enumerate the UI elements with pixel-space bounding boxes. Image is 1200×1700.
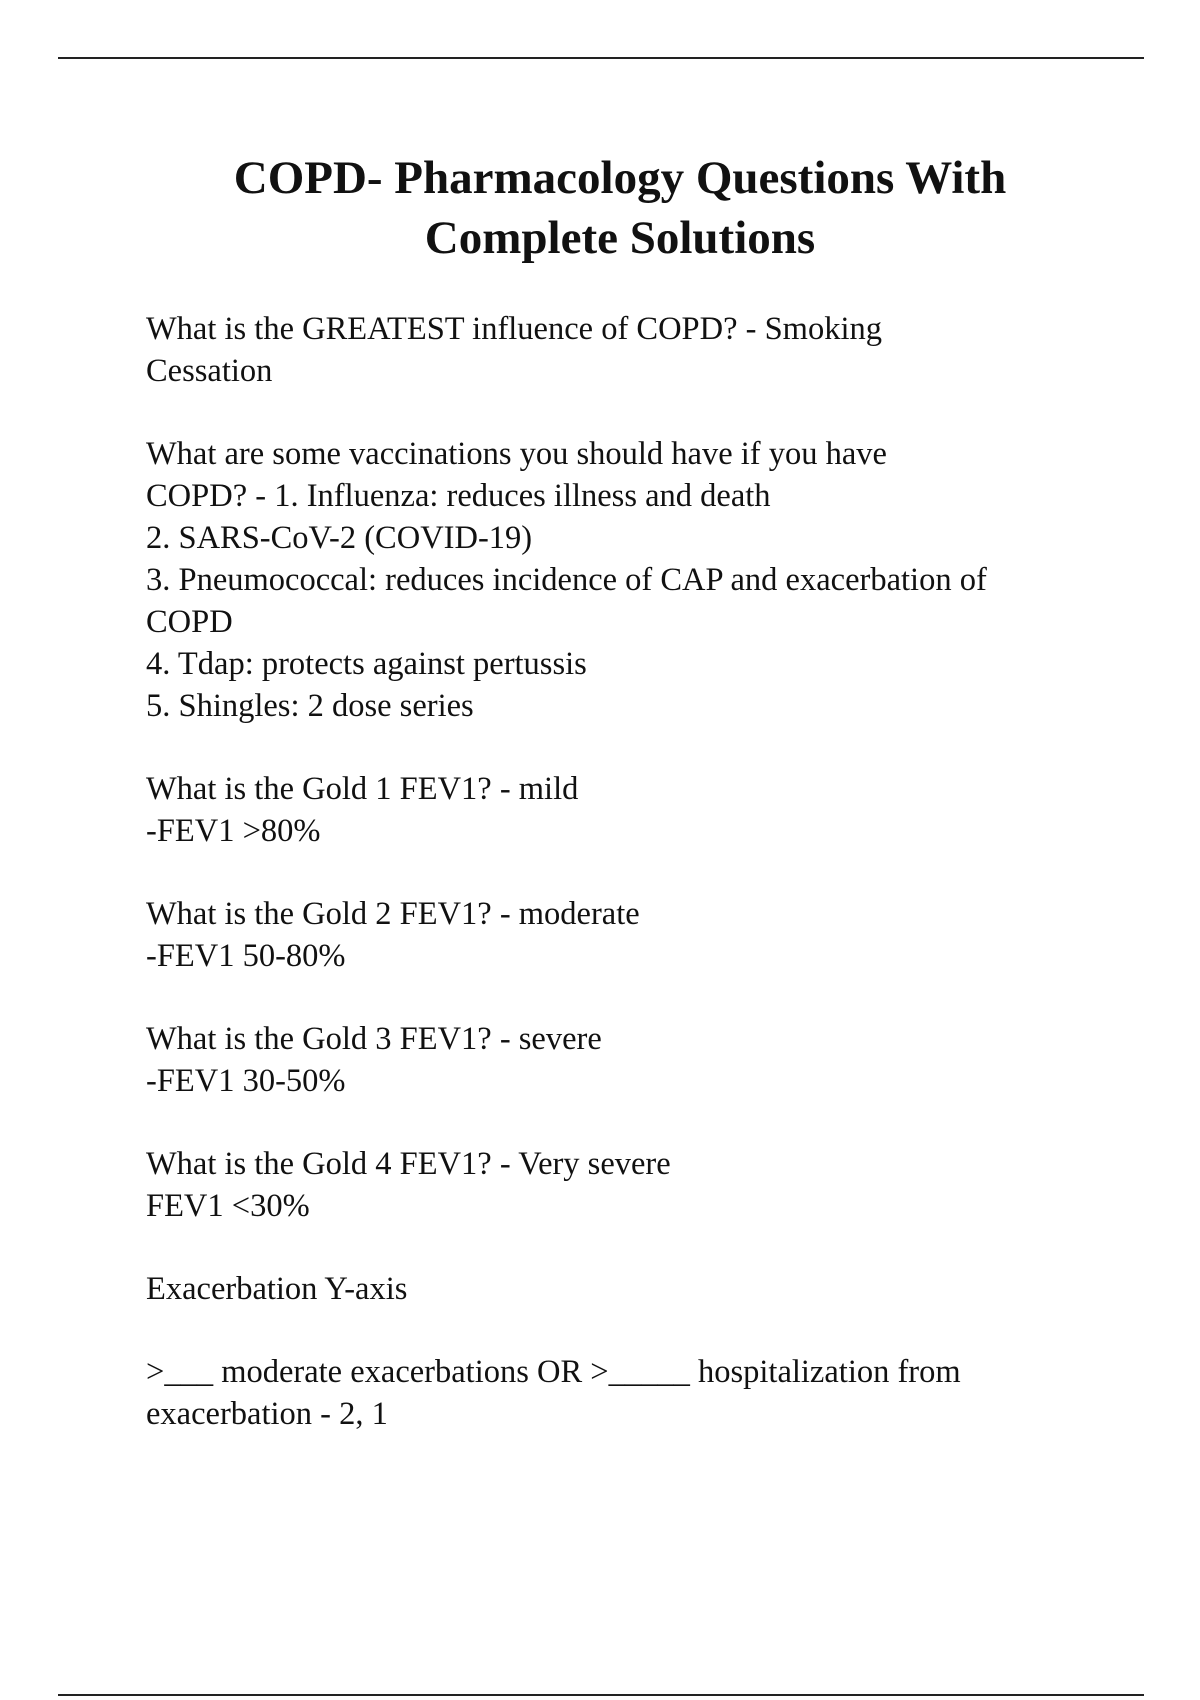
qa-list xyxy=(146,308,1106,1476)
qa-line: What is the GREATEST influence of COPD? - Smoking xyxy=(146,311,882,347)
page-title xyxy=(60,148,1180,268)
qa-item-gold-1 xyxy=(146,768,1106,852)
qa-line: What are some vaccinations you should have if you have xyxy=(146,436,887,472)
bottom-rule xyxy=(58,1694,1144,1696)
title-line-2: Complete Solutions xyxy=(424,212,816,264)
qa-line: -FEV1 50-80% xyxy=(146,938,346,974)
qa-line: What is the Gold 4 FEV1? - Very severe xyxy=(146,1146,671,1182)
qa-line: >___ moderate exacerbations OR >_____ hospitalization from xyxy=(146,1354,961,1390)
qa-item-greatest-influence xyxy=(146,308,1106,392)
qa-line: -FEV1 30-50% xyxy=(146,1063,346,1099)
qa-line: Exacerbation Y-axis xyxy=(146,1271,408,1307)
qa-item-exacerbation-axis xyxy=(146,1268,1106,1310)
qa-line: 3. Pneumococcal: reduces incidence of CAP and exacerbation of xyxy=(146,562,987,598)
qa-line: 5. Shingles: 2 dose series xyxy=(146,688,474,724)
top-rule xyxy=(58,57,1144,59)
qa-line: COPD xyxy=(146,604,233,640)
qa-line: -FEV1 >80% xyxy=(146,813,321,849)
qa-line: What is the Gold 1 FEV1? - mild xyxy=(146,771,579,807)
title-line-1: COPD- Pharmacology Questions With xyxy=(233,152,1007,204)
qa-item-gold-2 xyxy=(146,893,1106,977)
qa-line: exacerbation - 2, 1 xyxy=(146,1396,388,1432)
qa-line: 2. SARS-CoV-2 (COVID-19) xyxy=(146,520,533,556)
qa-item-exacerbation-threshold xyxy=(146,1351,1106,1435)
qa-line: COPD? - 1. Influenza: reduces illness and death xyxy=(146,478,771,514)
qa-item-vaccinations xyxy=(146,433,1106,727)
qa-item-gold-4 xyxy=(146,1143,1106,1227)
qa-line: 4. Tdap: protects against pertussis xyxy=(146,646,587,682)
qa-line: Cessation xyxy=(146,353,273,389)
qa-line: FEV1 <30% xyxy=(146,1188,310,1224)
qa-item-gold-3 xyxy=(146,1018,1106,1102)
qa-line: What is the Gold 2 FEV1? - moderate xyxy=(146,896,640,932)
qa-line: What is the Gold 3 FEV1? - severe xyxy=(146,1021,602,1057)
